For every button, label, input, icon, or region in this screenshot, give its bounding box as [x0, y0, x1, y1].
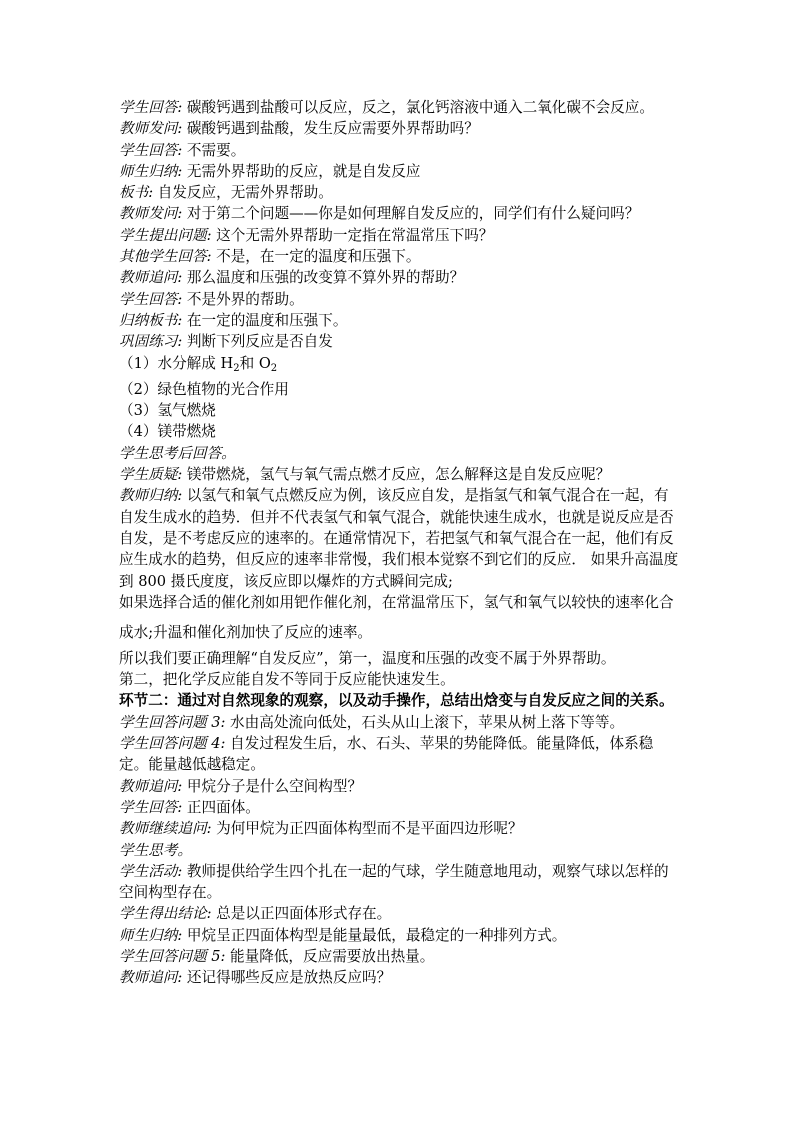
line-text: 以氢气和氧气点燃反应为例，该反应自发，是指氢气和氧气混合在一起，有自发生成水的趋势．但并不代表氢气和氧气混合，就能快速生成水，也就是说反应是否自发，是不考虑反应的速率的。在通常情况下，若把氢气和氧气混合在一起，他们有反应生成水的趋势，但反应的速率非常慢，我们根本觉察不到它们的反应． 如果升高温度到 800 摄氏度度，该反应即以爆炸的方式瞬间完成;	[119, 487, 679, 590]
section-heading: 环节二：通过对自然现象的观察，以及动手操作，总结出焓变与自发反应之间的关系。	[119, 692, 674, 710]
dialogue-line	[119, 289, 679, 310]
catalyst-paragraph: 如果选择合适的催化剂如用钯作催化剂，在常温常压下，氢气和氧气以较快的速率化合成水;升温和催化剂加快了反应的速率。	[119, 593, 674, 641]
speaker-label: 巩固练习:	[119, 333, 183, 351]
line-text: 正四面体。	[182, 798, 260, 816]
speaker-label: 学生回答问题 3:	[119, 713, 226, 731]
line-text: 教师提供给学生四个扎在一起的气球，学生随意地甩动，观察气球以怎样的空间构型存在。	[119, 862, 669, 902]
line-text: 还记得哪些反应是放热反应吗？	[182, 969, 392, 987]
dialogue-line	[119, 203, 679, 224]
document-body	[119, 97, 679, 989]
speaker-label: 教师发问:	[119, 120, 183, 138]
dialogue-line	[119, 140, 679, 161]
speaker-label: 师生归纳:	[119, 162, 183, 180]
line-text: 碳酸钙遇到盐酸可以反应，反之，氯化钙溶液中通入二氧化碳不会反应。	[182, 99, 654, 116]
dialogue-line	[119, 225, 679, 246]
dialogue-line	[119, 712, 679, 733]
speaker-label: 教师继续追问:	[119, 820, 212, 838]
speaker-label: 教师追问:	[119, 777, 183, 795]
speaker-label: 其他学生回答:	[119, 248, 212, 266]
line-text: 不是，在一定的温度和压强下。	[211, 248, 421, 266]
line-text: 不需要。	[182, 141, 246, 159]
speaker-label: 学生回答:	[119, 99, 183, 116]
line-text: 镁带燃烧，氢气与氧气需点燃才反应，怎么解释这是自发反应呢？	[182, 466, 611, 484]
exercise-item: （3）氢气燃烧	[119, 402, 216, 420]
dialogue-line	[119, 818, 679, 839]
dialogue-line	[119, 797, 679, 818]
speaker-label: 学生回答:	[119, 290, 183, 308]
conclusion-line: 第二，把化学反应能自发不等同于反应能快速发生。	[119, 671, 455, 689]
speaker-label: 学生提出问题:	[119, 226, 212, 244]
exercise-text: （1）水分解成 H	[119, 354, 234, 372]
dialogue-line	[119, 485, 679, 591]
dialogue-line	[119, 464, 679, 485]
exercise-item	[119, 353, 679, 379]
think-label: 学生思考后回答。	[119, 444, 236, 462]
dialogue-line	[119, 246, 679, 267]
line-text: 不是外界的帮助。	[182, 290, 304, 308]
speaker-label: 学生回答问题 5:	[119, 947, 226, 965]
speaker-label: 教师发问:	[119, 205, 183, 223]
line-text: 水由高处流向低处，石头从山上滚下，苹果从树上落下等等。	[225, 713, 625, 731]
dialogue-line	[119, 903, 679, 924]
exercise-item: （4）镁带燃烧	[119, 423, 216, 441]
speaker-label: 教师归纳:	[119, 487, 183, 505]
speaker-label: 板书:	[119, 184, 154, 202]
speaker-label: 学生回答问题 4:	[119, 735, 226, 753]
line-text: 甲烷分子是什么空间构型？	[182, 777, 363, 795]
subscript: 2	[233, 362, 240, 374]
speaker-label: 归纳板书:	[119, 311, 183, 329]
exercise-item: （2）绿色植物的光合作用	[119, 380, 289, 398]
speaker-label: 学生质疑:	[119, 466, 183, 484]
line-text: 对于第二个问题——你是如何理解自发反应的，同学们有什么疑问吗？	[182, 205, 640, 223]
line-text: 甲烷呈正四面体构型是能量最低，最稳定的一种排列方式。	[182, 926, 567, 944]
line-text: 无需外界帮助的反应，就是自发反应	[182, 162, 421, 180]
dialogue-line	[119, 161, 679, 182]
conclusion-line: 所以我们要正确理解“自发反应”，第一，温度和压强的改变不属于外界帮助。	[119, 649, 616, 667]
dialogue-line	[119, 925, 679, 946]
line-text: 为何甲烷为正四面体构型而不是平面四边形呢？	[211, 820, 523, 838]
speaker-label: 师生归纳:	[119, 926, 183, 944]
dialogue-line	[119, 861, 679, 904]
dialogue-line	[119, 97, 679, 118]
speaker-label: 学生得出结论:	[119, 905, 212, 923]
speaker-label: 教师追问:	[119, 969, 183, 987]
dialogue-line	[119, 331, 679, 352]
dialogue-line	[119, 310, 679, 331]
line-text: 能量降低，反应需要放出热量。	[225, 947, 435, 965]
line-text: 判断下列反应是否自发	[182, 333, 333, 351]
line-text: 自发反应，无需外界帮助。	[153, 184, 333, 202]
dialogue-line	[119, 733, 679, 776]
line-text: 总是以正四面体形式存在。	[211, 905, 392, 923]
line-text: 自发过程发生后，水、石头、苹果的势能降低。能量降低，体系稳定。能量越低越稳定。	[119, 735, 654, 774]
speaker-label: 学生回答:	[119, 141, 183, 159]
dialogue-line	[119, 267, 679, 288]
line-text: 那么温度和压强的改变算不算外界的帮助？	[182, 269, 465, 287]
speaker-label: 学生回答:	[119, 798, 183, 816]
dialogue-line	[119, 182, 679, 203]
exercise-text: 和 O	[239, 354, 271, 372]
dialogue-line	[119, 118, 679, 139]
speaker-label: 学生活动:	[119, 862, 183, 880]
line-text: 这个无需外界帮助一定指在常温常压下吗？	[211, 226, 494, 244]
speaker-label: 教师追问:	[119, 269, 183, 287]
subscript: 2	[270, 362, 278, 374]
dialogue-line	[119, 840, 679, 861]
dialogue-line	[119, 967, 679, 988]
line-text: 在一定的温度和压强下。	[182, 311, 348, 329]
dialogue-line	[119, 776, 679, 797]
dialogue-line	[119, 946, 679, 967]
speaker-label: 学生思考。	[119, 841, 192, 859]
line-text: 碳酸钙遇到盐酸，发生反应需要外界帮助吗？	[182, 120, 479, 138]
